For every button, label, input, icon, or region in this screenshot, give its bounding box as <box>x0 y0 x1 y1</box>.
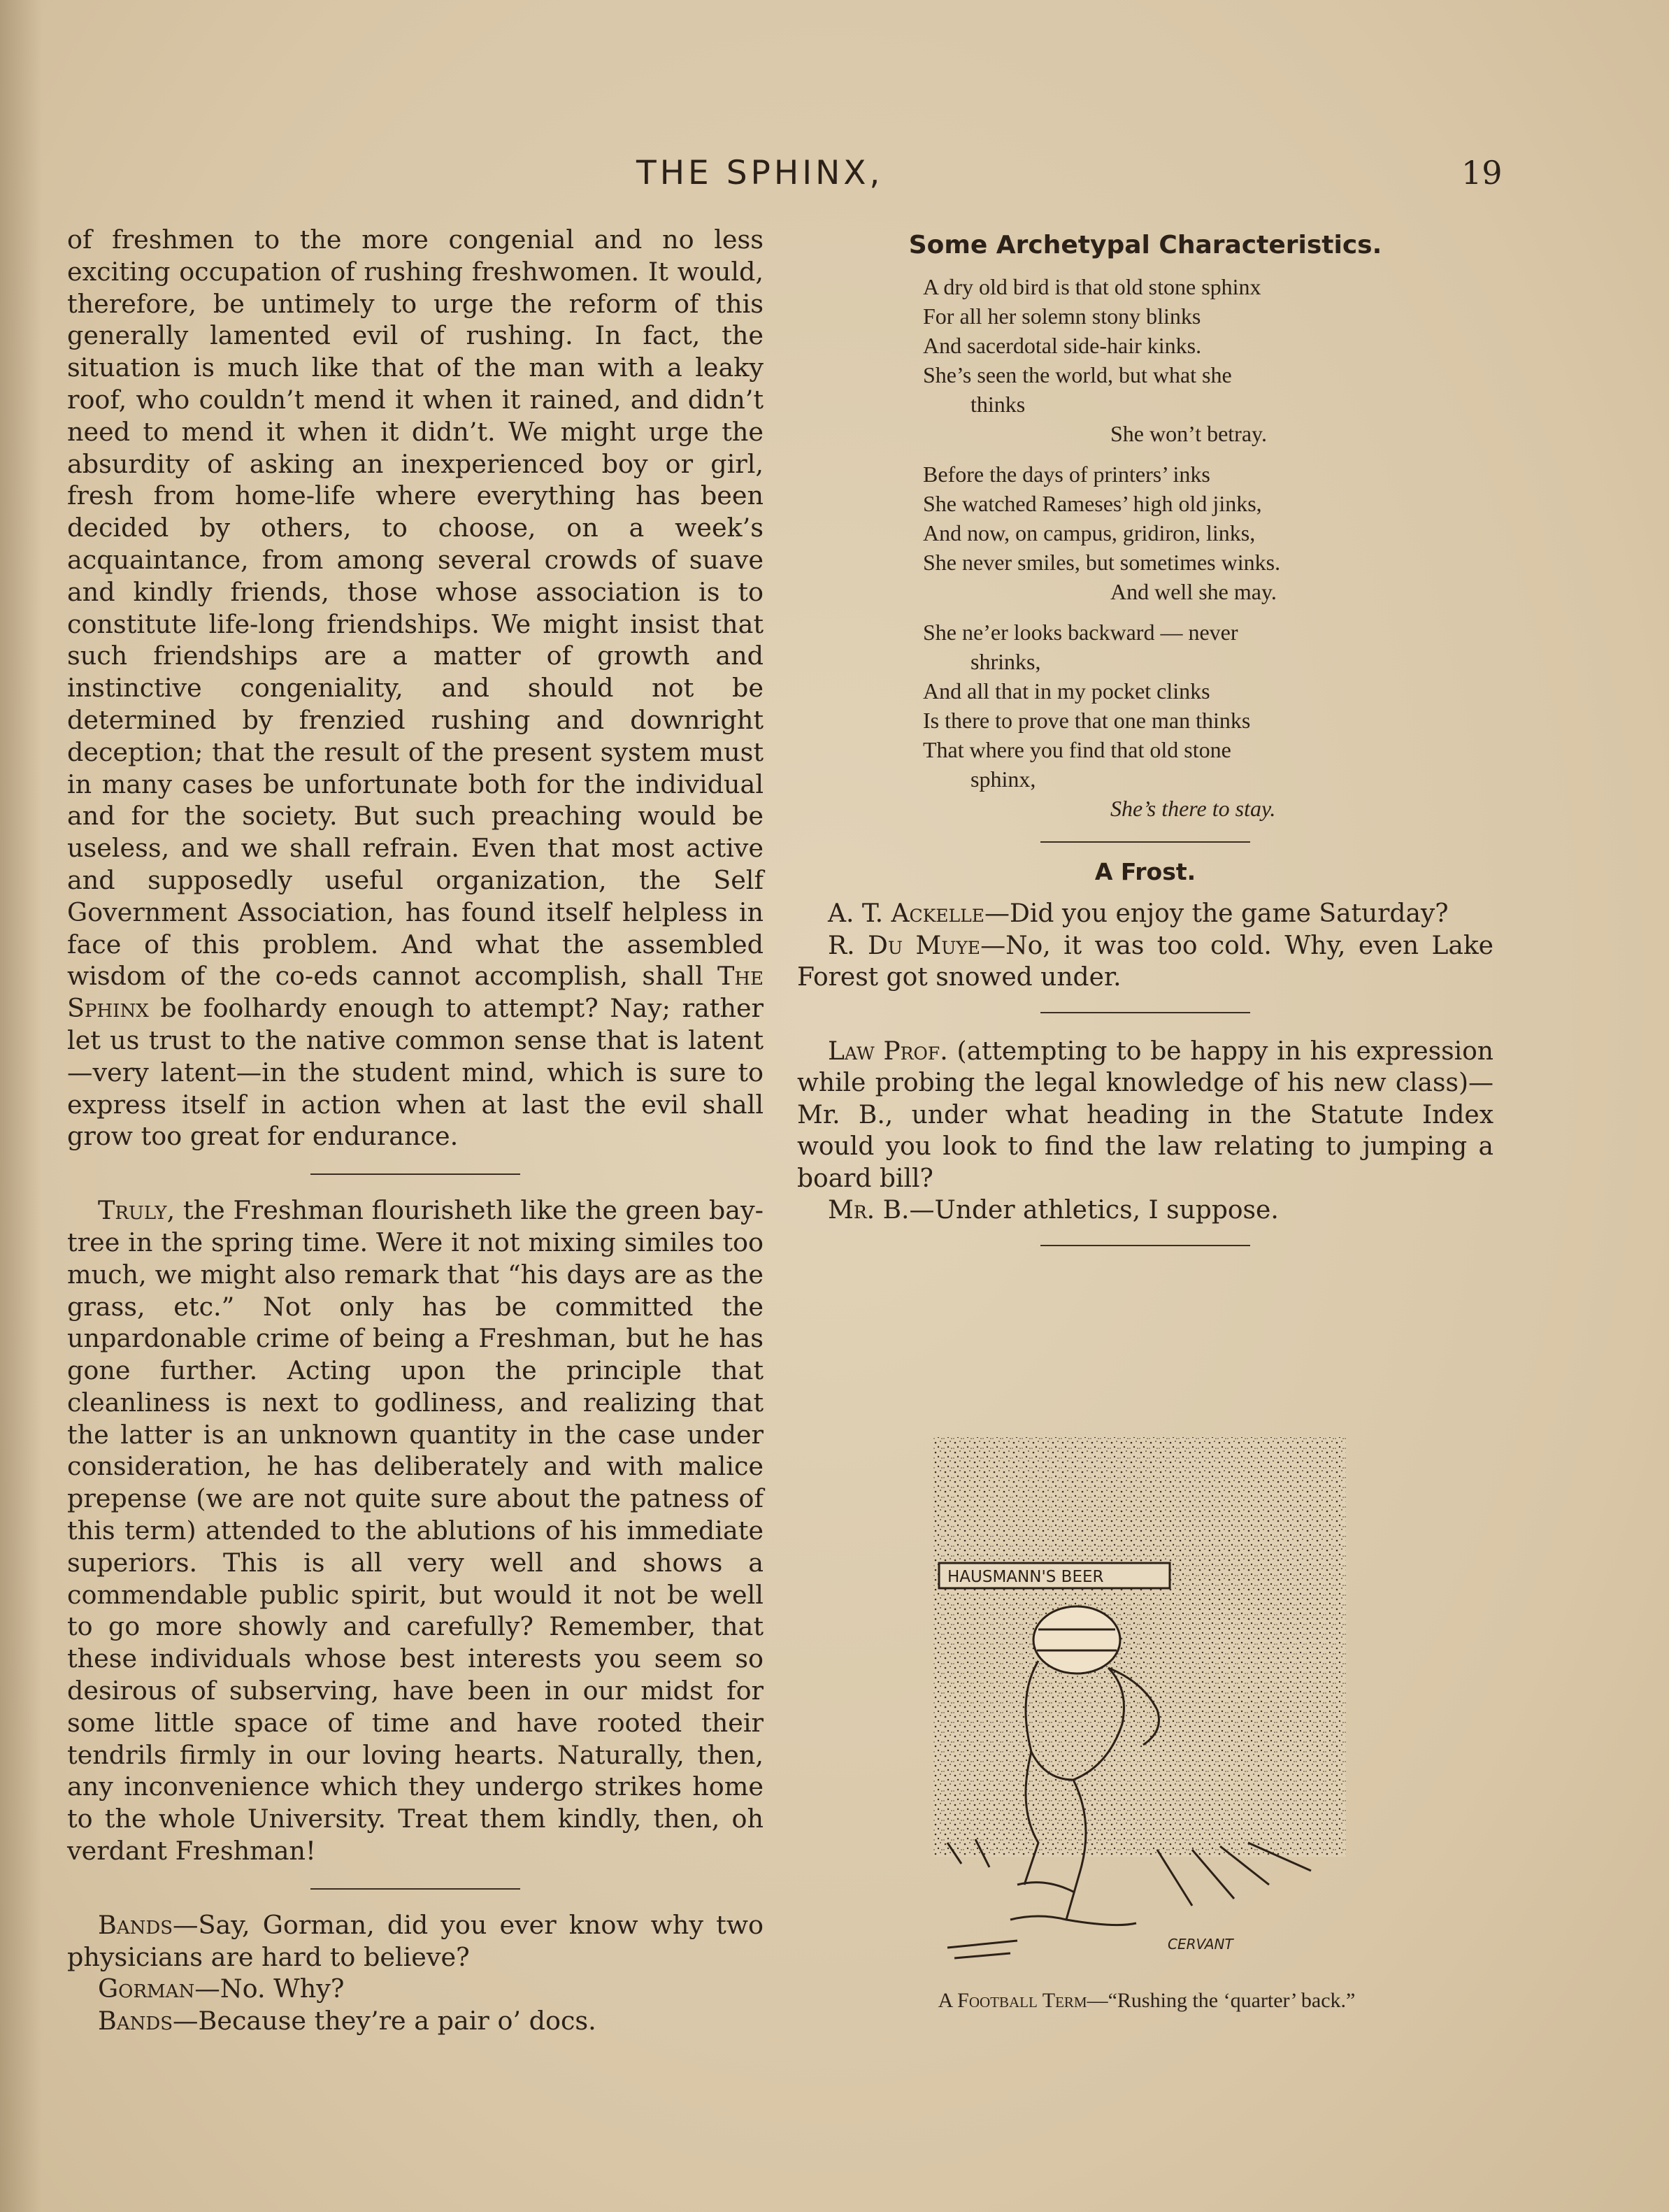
speaker-name: Bands <box>98 2006 173 2036</box>
left-column <box>67 224 764 2037</box>
barrel <box>1033 1606 1120 1674</box>
poem-line: shrinks, <box>970 649 1041 674</box>
speaker-name: Bands <box>98 1909 173 1940</box>
speaker-name: Mr. B. <box>828 1196 910 1225</box>
right-column <box>797 224 1493 1262</box>
joke-dialogue <box>67 1909 764 2037</box>
poem <box>923 272 1377 823</box>
speaker-name: Law Prof. <box>828 1036 948 1066</box>
frost-title: A Frost. <box>1094 858 1196 885</box>
poem-line: She’s seen the world, but what she <box>923 362 1232 387</box>
poem-line: sphinx, <box>970 766 1036 792</box>
poem-line: A dry old bird is that old stone sphinx <box>923 274 1261 299</box>
poem-stanza <box>923 459 1377 606</box>
section-divider <box>1040 841 1250 843</box>
section-divider <box>310 1173 520 1175</box>
editorial-freshman-lead: Truly, <box>98 1195 176 1226</box>
poem-line: She won’t betray. <box>1110 421 1267 446</box>
caption-text: —“Rushing the ‘quarter’ back.” <box>1087 1989 1356 2012</box>
poem-line: Is there to prove that one man thinks <box>923 708 1251 733</box>
poem-line: And well she may. <box>1110 579 1277 604</box>
section-divider <box>1040 1012 1250 1013</box>
dialogue-text: (attempting to be happy in his expression while probing the legal knowledge of his new class)—Mr. B., under what heading in the Statute Index would you look to find the law relating to jumping a board bill? <box>797 1036 1493 1193</box>
editorial-freshman-text: the Freshman flourisheth like the green bay-tree in the spring time. Were it not mixing similes too much, we might also remark that “his days are as the grass, etc.” Not only has be committed the unpardonable crime of being a Freshman, but he has gone further. Acting upon the principle that cleanliness is next to godliness, and realizing that the latter is an unknown quantity in the case under consideration, he has deliberately and with malice prepense (we are not quite sure about the patness of this term) attended to the ablutions of his immediate superiors. This is all very well and shows a commendable public spirit, but would it not be well to go more showly and carefully? Remember, that these individuals whose best interests you seem so desirous of subserving, have been in our midst for some little space of time and have rooted their tendrils firmly in our loving hearts. Naturally, then, any inconvenience which they undergo strikes home to the whole University. Treat them kindly, then, oh verdant Freshman! <box>67 1195 764 1867</box>
dialogue-line <box>67 1909 764 1974</box>
dialogue-text: —Say, Gorman, did you ever know why two physicians are hard to believe? <box>67 1909 764 1972</box>
dialogue-text: —Because they’re a pair o’ docs. <box>173 2006 596 2036</box>
dialogue-line <box>797 1194 1493 1227</box>
editorial-rushing <box>67 224 764 1153</box>
poem-line: She never smiles, but sometimes winks. <box>923 550 1281 575</box>
beer-sign-text: HAUSMANN'S BEER <box>947 1568 1104 1586</box>
section-divider <box>1040 1245 1250 1246</box>
illustration-caption <box>797 1989 1496 2013</box>
speaker-name: A. T. Ackelle <box>828 899 984 928</box>
poem-line: That where you find that old stone <box>923 737 1231 762</box>
dialogue-line <box>67 1973 764 2005</box>
editorial-rushing-end: be foolhardy enough to attempt? Nay; rather let us trust to the native common sense that is latent—very latent—in the student mind, which is sure to express itself in action when at last the evil shall grow too great for endurance. <box>67 993 764 1152</box>
running-head <box>0 154 1669 203</box>
field-lines <box>947 1839 1311 1958</box>
poem-line: She ne’er looks backward — never <box>923 620 1238 645</box>
dialogue-text: —No. Why? <box>194 1974 345 2004</box>
poem-line: She’s there to stay. <box>1110 796 1276 821</box>
poem-line: Before the days of printers’ inks <box>923 462 1210 487</box>
dialogue-line <box>67 2005 764 2037</box>
running-title: THE SPHINX, <box>636 154 884 192</box>
section-divider <box>310 1888 520 1890</box>
dialogue-line <box>797 930 1493 994</box>
editorial-rushing-text: of freshmen to the more congenial and no less exciting occupation of rushing freshwomen. It would, therefore, be untimely to urge the reform of this generally lamented evil of rushing. In fact, the situation is much like that of the man with a leaky roof, who couldn’t mend it when it rained, and didn’t need to mend it when it didn’t. We might urge the absurdity of asking an inexperienced boy or girl, fresh from home-life where everything has been decided by others, to choose, on a week’s acquaintance, from among several crowds of suave and kindly friends, those whose association is to constitute life-long friendships. We might insist that such friendships are a matter of growth and instinctive congeniality, and should not be determined by frenzied rushing and downright deception; that the result of the present system must in many cases be unfortunate both for the individual and for the society. But such preaching would be useless, and we shall refrain. Even that most active and supposedly useful organization, the Self Government Association, has found itself helpless in face of this problem. And what the assembled wisdom of the co-eds cannot accomplish, shall <box>67 224 764 992</box>
poem-line: And all that in my pocket clinks <box>923 678 1210 704</box>
publication-name: The Sphinx <box>67 961 764 1024</box>
speaker-name: R. Du Muye <box>828 931 981 960</box>
stippled-background <box>933 1437 1346 1857</box>
editorial-freshman <box>67 1194 764 1867</box>
dialogue-text: —Did you enjoy the game Saturday? <box>984 899 1449 928</box>
page-number: 19 <box>1461 154 1503 192</box>
poem-line: And now, on campus, gridiron, links, <box>923 520 1256 545</box>
poem-line: thinks <box>970 392 1026 417</box>
poem-title: Some Archetypal Characteristics. <box>908 231 1382 259</box>
page-spine-shadow <box>0 0 42 2212</box>
poem-line: And sacerdotal side-hair kinks. <box>923 333 1202 358</box>
poem-line: For all her solemn stony blinks <box>923 304 1201 329</box>
poem-line: She watched Rameses’ high old jinks, <box>923 491 1262 516</box>
football-cartoon-illustration <box>933 1430 1346 1983</box>
dialogue-line <box>797 1036 1493 1195</box>
poem-stanza <box>923 272 1377 448</box>
dialogue-text: —No, it was too cold. Why, even Lake Forest got snowed under. <box>797 931 1493 992</box>
caption-lead: A Football Term <box>938 1989 1087 2012</box>
poem-stanza <box>923 618 1377 823</box>
dialogue-text: —Under athletics, I suppose. <box>909 1196 1279 1225</box>
artist-signature: CERVANT <box>1168 1936 1233 1953</box>
speaker-name: Gorman <box>98 1974 195 2004</box>
dialogue-line <box>797 898 1493 930</box>
